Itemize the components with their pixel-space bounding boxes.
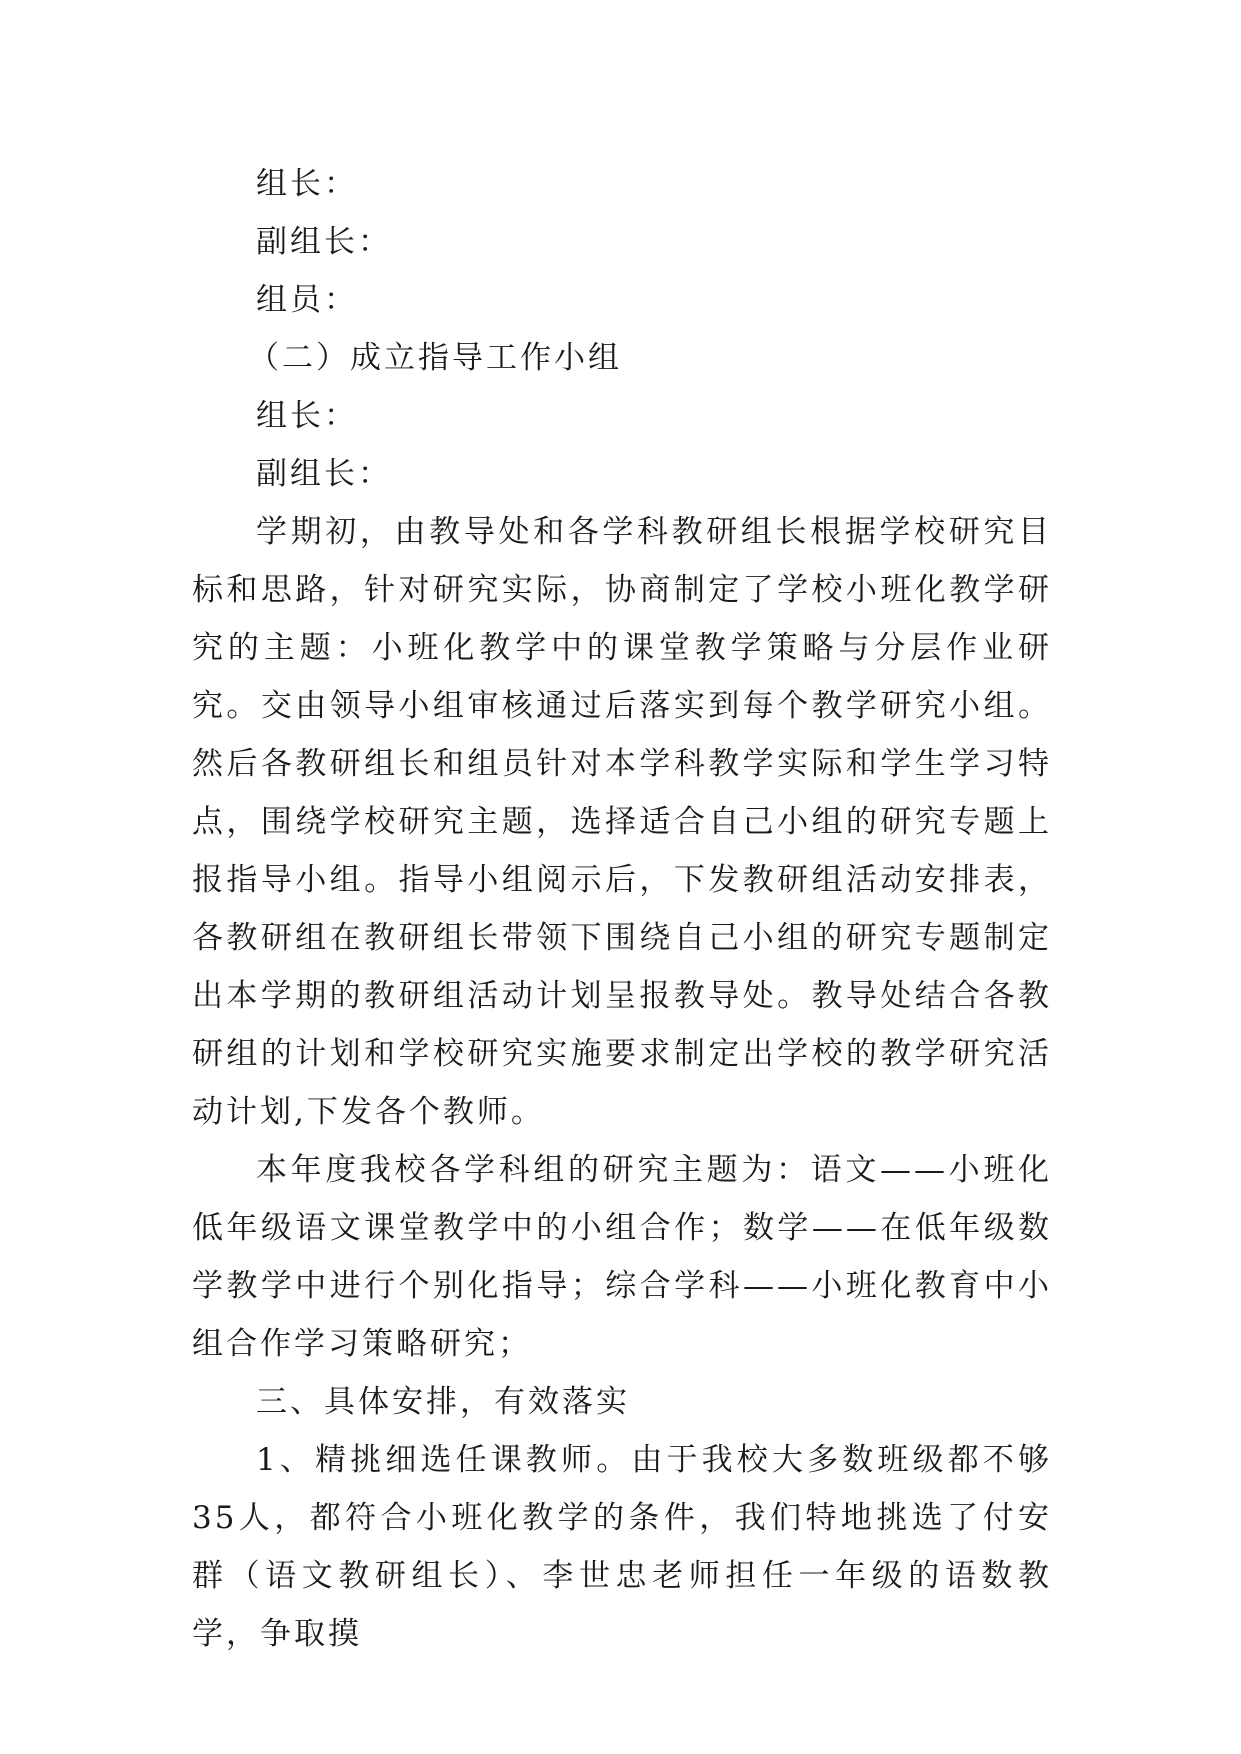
document-body	[192, 155, 1052, 1663]
paragraph-deputy-leader-1: 副组长：	[256, 224, 392, 260]
paragraph-semester-plan: 学期初，由教导处和各学科教研组长根据学校研究目标和思路，针对研究实际，协商制定了学校小班化教学研究的主题：小班化教学中的课堂教学策略与分层作业研究。交由领导小组审核通过后落实到每个教学研究小组。然后各教研组长和组员针对本学科教学实际和学生学习特点，围绕学校研究主题，选择适合自己小组的研究专题上报指导小组。指导小组阅示后，下发教研组活动安排表，各教研组在教研组长带领下围绕自己小组的研究专题制定出本学期的教研组活动计划呈报教导处。教导处结合各教研组的计划和学校研究实施要求制定出学校的教学研究活动计划,下发各个教师。	[192, 514, 1052, 1130]
paragraph-group-leader-1: 组长：	[256, 166, 358, 202]
paragraph-group-leader-2: 组长：	[256, 398, 358, 434]
paragraph-research-topics: 本年度我校各学科组的研究主题为：语文——小班化低年级语文课堂教学中的小组合作；数学——在低年级数学教学中进行个别化指导；综合学科——小班化教育中小组合作学习策略研究；	[192, 1152, 1052, 1362]
section-heading-arrangements: 三、具体安排，有效落实	[256, 1384, 630, 1420]
paragraph-members: 组员：	[256, 282, 358, 318]
paragraph-teacher-selection: 1、精挑细选任课教师。由于我校大多数班级都不够35人，都符合小班化教学的条件，我们特地挑选了付安群（语文教研组长）、李世忠老师担任一年级的语数教学，争取摸	[192, 1442, 1052, 1652]
paragraph-deputy-leader-2: 副组长：	[256, 456, 392, 492]
section-heading-guidance-group: （二）成立指导工作小组	[248, 340, 622, 376]
